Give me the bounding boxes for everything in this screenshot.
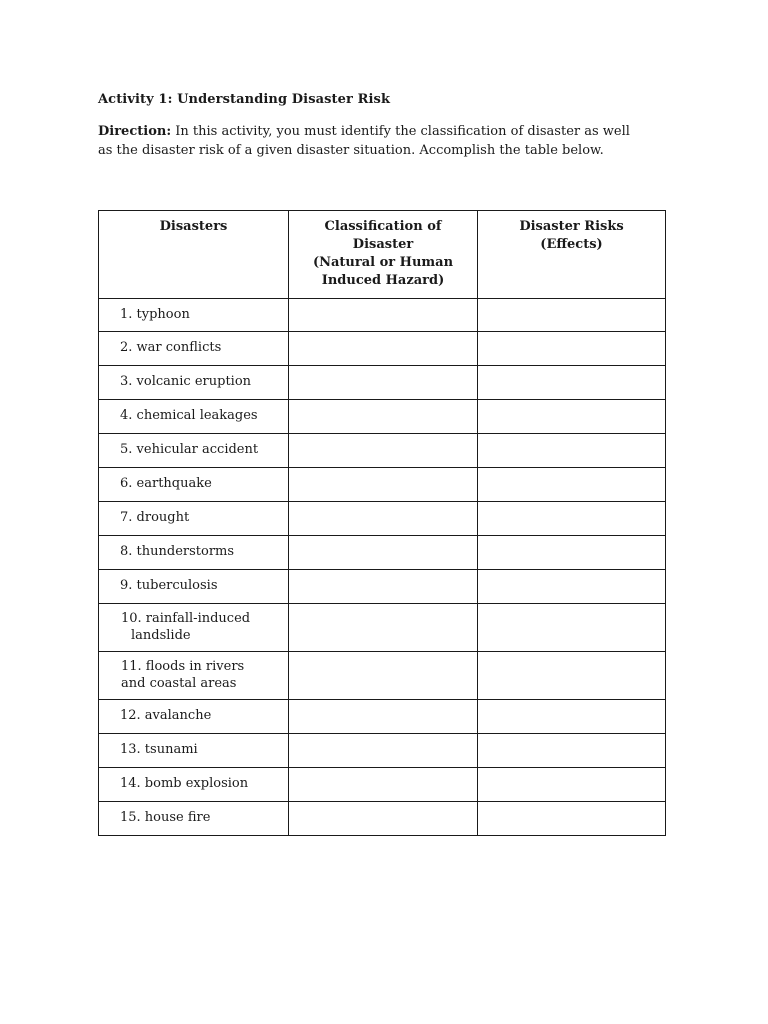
header-risks-line: Disaster Risks	[519, 219, 624, 234]
table-row	[99, 570, 666, 604]
disaster-risk-cell[interactable]	[478, 468, 666, 502]
disaster-risk-cell[interactable]	[478, 570, 666, 604]
table-header-row	[99, 211, 666, 299]
header-disasters	[99, 211, 289, 299]
disaster-risk-cell[interactable]	[478, 536, 666, 570]
disaster-name-cell	[99, 502, 289, 536]
disaster-name: 9. tuberculosis	[120, 578, 218, 593]
header-disasters-label: Disasters	[159, 219, 228, 234]
disaster-risk-cell[interactable]	[478, 434, 666, 468]
disaster-name-cell	[99, 570, 289, 604]
disaster-name: 12. avalanche	[120, 708, 212, 723]
direction-paragraph	[98, 122, 638, 160]
direction-label: Direction:	[98, 124, 172, 139]
header-classification-line: Induced Hazard)	[321, 273, 445, 288]
classification-cell[interactable]	[289, 400, 478, 434]
disaster-name: 13. tsunami	[120, 742, 198, 757]
disaster-name: 2. war conflicts	[120, 340, 222, 355]
classification-cell[interactable]	[289, 536, 478, 570]
header-classification-line: Disaster	[352, 237, 414, 252]
activity-title: Activity 1: Understanding Disaster Risk	[98, 92, 391, 107]
disaster-name-cell	[99, 299, 289, 332]
table-row	[99, 700, 666, 734]
header-risks-line: (Effects)	[540, 237, 603, 252]
table-row	[99, 802, 666, 836]
classification-cell[interactable]	[289, 570, 478, 604]
disaster-name-cell	[99, 332, 289, 366]
header-classification	[289, 211, 478, 299]
classification-cell[interactable]	[289, 802, 478, 836]
table-row	[99, 604, 666, 652]
classification-cell[interactable]	[289, 768, 478, 802]
classification-cell[interactable]	[289, 332, 478, 366]
classification-cell[interactable]	[289, 502, 478, 536]
disaster-name: 7. drought	[120, 510, 190, 525]
disaster-name-cell	[99, 652, 289, 700]
table-row	[99, 468, 666, 502]
classification-cell[interactable]	[289, 434, 478, 468]
disaster-name-cell	[99, 366, 289, 400]
disaster-risk-cell[interactable]	[478, 802, 666, 836]
disaster-name: 3. volcanic eruption	[120, 374, 252, 389]
disaster-name: 8. thunderstorms	[120, 544, 235, 559]
disaster-risk-cell[interactable]	[478, 734, 666, 768]
header-classification-line: Classification of	[324, 219, 442, 234]
disaster-name-cell	[99, 604, 289, 652]
classification-cell[interactable]	[289, 468, 478, 502]
disaster-name-cell	[99, 468, 289, 502]
table-row	[99, 299, 666, 332]
table-row	[99, 536, 666, 570]
disaster-name-line: 10. rainfall-induced	[121, 611, 251, 626]
disaster-risk-cell[interactable]	[478, 299, 666, 332]
classification-cell[interactable]	[289, 734, 478, 768]
table-row	[99, 768, 666, 802]
disaster-name: 14. bomb explosion	[120, 776, 249, 791]
disaster-name-cell	[99, 768, 289, 802]
disaster-name-cell	[99, 700, 289, 734]
disaster-risk-cell[interactable]	[478, 332, 666, 366]
classification-cell[interactable]	[289, 366, 478, 400]
disaster-risk-cell[interactable]	[478, 768, 666, 802]
disaster-risk-cell[interactable]	[478, 400, 666, 434]
table-row	[99, 400, 666, 434]
disaster-risk-cell[interactable]	[478, 366, 666, 400]
table-row	[99, 332, 666, 366]
disaster-name-cell	[99, 400, 289, 434]
disaster-name: 4. chemical leakages	[120, 408, 258, 423]
classification-cell[interactable]	[289, 652, 478, 700]
disaster-name-cell	[99, 734, 289, 768]
header-risks	[478, 211, 666, 299]
disaster-name: 5. vehicular accident	[120, 442, 259, 457]
classification-cell[interactable]	[289, 604, 478, 652]
disaster-name-cell	[99, 536, 289, 570]
disaster-table	[98, 210, 666, 836]
table-row	[99, 366, 666, 400]
disaster-name-cell	[99, 434, 289, 468]
disaster-name: 6. earthquake	[120, 476, 212, 491]
disaster-risk-cell[interactable]	[478, 502, 666, 536]
disaster-name-cell	[99, 802, 289, 836]
disaster-name-line: landslide	[131, 628, 191, 643]
disaster-name: 15. house fire	[120, 810, 211, 825]
classification-cell[interactable]	[289, 299, 478, 332]
classification-cell[interactable]	[289, 700, 478, 734]
table-row	[99, 652, 666, 700]
disaster-name-line: and coastal areas	[121, 676, 237, 691]
table-row	[99, 502, 666, 536]
disaster-name: 1. typhoon	[120, 307, 190, 322]
disaster-name-line: 11. floods in rivers	[121, 659, 245, 674]
table-row	[99, 434, 666, 468]
disaster-risk-cell[interactable]	[478, 700, 666, 734]
disaster-risk-cell[interactable]	[478, 604, 666, 652]
direction-text: In this activity, you must identify the classification of disaster as well as the disaster risk of a given disaster situation. Accomplish the table below.	[98, 124, 630, 158]
header-classification-line: (Natural or Human	[312, 255, 454, 270]
table-row	[99, 734, 666, 768]
disaster-risk-cell[interactable]	[478, 652, 666, 700]
